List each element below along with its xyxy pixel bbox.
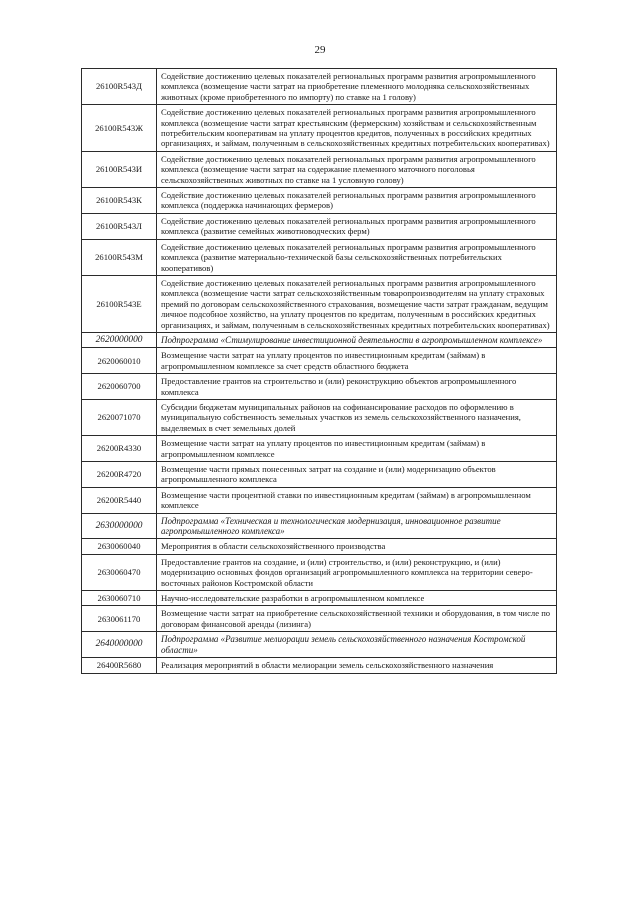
table-row [82, 188, 557, 214]
table-row [82, 105, 557, 152]
expense-description: Содействие достижению целевых показателей региональных программ развития агропромышленного комплекса (развитие материально-технической базы сельскохозяйственных потребительских кооперативов) [157, 239, 557, 275]
expense-description: Предоставление грантов на создание, и (или) строительство, и (или) реконструкцию, и (или) модернизацию основных фондов организаций агропромышленного комплекса на территории северо-восточных районов Костромской области [157, 554, 557, 590]
table-row [82, 606, 557, 632]
expense-description: Возмещение части прямых понесенных затрат на создание и (или) модернизацию объектов агропромышленного комплекса [157, 462, 557, 488]
expense-description: Реализация мероприятий в области мелиорации земель сельскохозяйственного назначения [157, 658, 557, 673]
page-number: 29 [314, 44, 326, 56]
expense-description: Содействие достижению целевых показателей региональных программ развития агропромышленного комплекса (возмещение части затрат крестьянским (фермерским) хозяйствам и сельскохозяйственным потребительским кооперативам на уплату процентов кредитов, полученных в российских кредитных организациях, и займам, полученным в сельскохозяйственных кредитных потребительских кооперативах) [157, 105, 557, 152]
expense-description: Научно-исследовательские разработки в агропромышленном комплексе [157, 591, 557, 606]
expense-description: Подпрограмма «Техническая и технологическая модернизация, инновационное развитие агропромышленного комплекса» [157, 513, 557, 539]
table-row [82, 462, 557, 488]
classification-code: 2630061170 [82, 606, 157, 632]
classification-code: 26200R5440 [82, 487, 157, 513]
table-row [82, 591, 557, 606]
classification-code: 26100R543Е [82, 275, 157, 332]
budget-classification-table [81, 68, 557, 674]
classification-code: 26200R4330 [82, 436, 157, 462]
classification-code: 26100R543Ж [82, 105, 157, 152]
table-row [82, 151, 557, 187]
table-row [82, 487, 557, 513]
expense-description: Возмещение части затрат на приобретение сельскохозяйственной техники и оборудования, в том числе по договорам финансовой аренды (лизинга) [157, 606, 557, 632]
expense-description: Мероприятия в области сельскохозяйственного производства [157, 539, 557, 554]
expense-description: Содействие достижению целевых показателей региональных программ развития агропромышленного комплекса (возмещение части затрат на содержание племенного маточного поголовья сельскохозяйственных животных по ставке на 1 условную голову) [157, 151, 557, 187]
expense-description: Возмещение части затрат на уплату процентов по инвестиционным кредитам (займам) в агропромышленном комплексе за счет средств областного бюджета [157, 348, 557, 374]
table-row [82, 399, 557, 435]
classification-code: 2630000000 [82, 513, 157, 539]
subprogram-row [82, 513, 557, 539]
table-row [82, 239, 557, 275]
classification-code: 2630060710 [82, 591, 157, 606]
classification-code: 2640000000 [82, 632, 157, 658]
table-row [82, 554, 557, 590]
expense-description: Подпрограмма «Развитие мелиорации земель сельскохозяйственного назначения Костромской области» [157, 632, 557, 658]
table-row [82, 374, 557, 400]
classification-code: 26100R543М [82, 239, 157, 275]
subprogram-row [82, 632, 557, 658]
expense-description: Содействие достижению целевых показателей региональных программ развития агропромышленного комплекса (возмещение части затрат на приобретение племенного молодняка сельскохозяйственных животных (кроме приобретенного по импорту) по ставке на 1 голову) [157, 69, 557, 105]
classification-code: 26100R543К [82, 188, 157, 214]
expense-description: Содействие достижению целевых показателей региональных программ развития агропромышленного комплекса (развитие семейных животноводческих ферм) [157, 213, 557, 239]
classification-code: 2620060700 [82, 374, 157, 400]
classification-code: 26100R543Д [82, 69, 157, 105]
table-row [82, 213, 557, 239]
expense-description: Подпрограмма «Стимулирование инвестиционной деятельности в агропромышленном комплексе» [157, 332, 557, 347]
classification-code: 2630060470 [82, 554, 157, 590]
expense-description: Возмещение части процентной ставки по инвестиционным кредитам (займам) в агропромышленном комплексе [157, 487, 557, 513]
classification-code: 2620000000 [82, 332, 157, 347]
table-row [82, 658, 557, 673]
table-row [82, 539, 557, 554]
classification-code: 26400R5680 [82, 658, 157, 673]
expense-description: Субсидии бюджетам муниципальных районов на софинансирование расходов по оформлению в муниципальную собственность земельных участков из земель сельскохозяйственного назначения, выделяемых в счет земельных долей [157, 399, 557, 435]
classification-code: 26100R543И [82, 151, 157, 187]
table-row [82, 436, 557, 462]
table-row [82, 275, 557, 332]
classification-code: 2620060010 [82, 348, 157, 374]
classification-code: 2620071070 [82, 399, 157, 435]
expense-description: Содействие достижению целевых показателей региональных программ развития агропромышленного комплекса (возмещение части затрат сельскохозяйственным товаропроизводителям на уплату страховых премий по договорам сельскохозяйственного страхования, возмещение части затрат гражданам, ведущим личное подсобное хозяйство, на уплату процентов по кредитам, полученным в российских кредитных организациях, и займам, полученным в сельскохозяйственных кредитных потребительских кооперативах) [157, 275, 557, 332]
classification-code: 2630060040 [82, 539, 157, 554]
expense-description: Возмещение части затрат на уплату процентов по инвестиционным кредитам (займам) в агропромышленном комплексе [157, 436, 557, 462]
expense-description: Содействие достижению целевых показателей региональных программ развития агропромышленного комплекса (поддержка начинающих фермеров) [157, 188, 557, 214]
classification-code: 26100R543Л [82, 213, 157, 239]
table-row [82, 348, 557, 374]
expense-description: Предоставление грантов на строительство и (или) реконструкцию объектов агропромышленного комплекса [157, 374, 557, 400]
classification-code: 26200R4720 [82, 462, 157, 488]
subprogram-row [82, 332, 557, 347]
table-row [82, 69, 557, 105]
